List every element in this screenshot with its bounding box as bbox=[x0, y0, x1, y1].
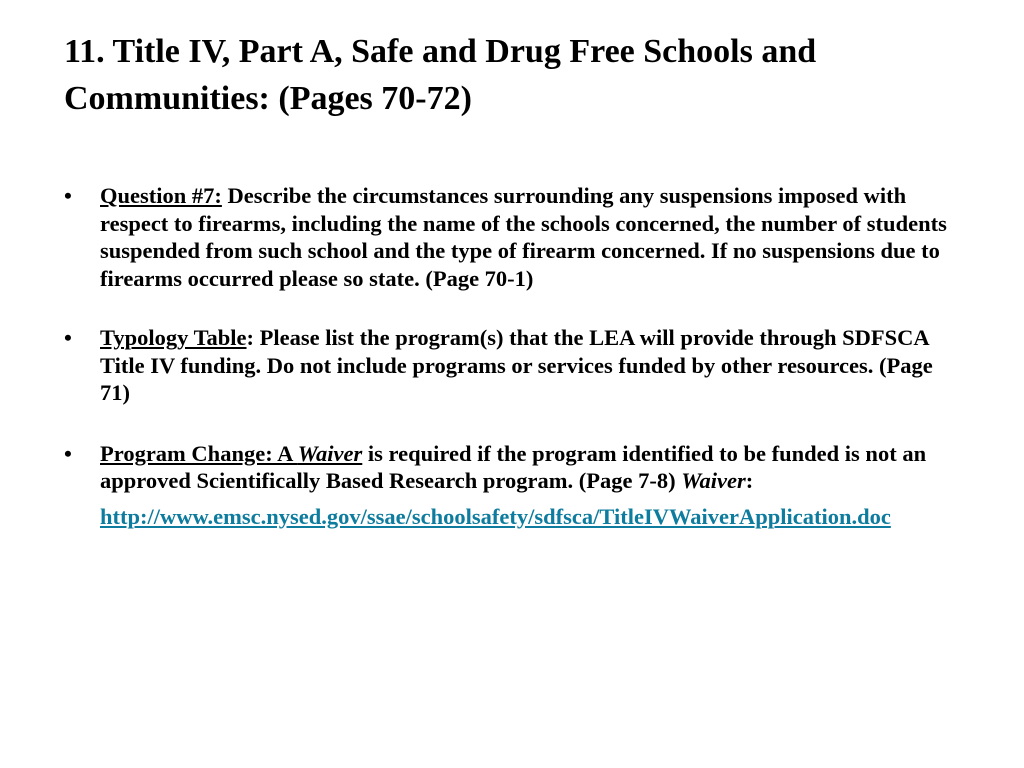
bullet-text-end: : bbox=[745, 468, 754, 493]
bullet-text-italic: Waiver bbox=[681, 468, 746, 493]
bullet-text: is required if the program identified to be funded is not an approved Scientifically Based Research program. (Page 7-8) bbox=[100, 440, 927, 493]
bullet-dot-icon: • bbox=[64, 325, 72, 350]
bullet-dot-icon: • bbox=[64, 440, 72, 466]
bullet-text: Describe the circumstances surrounding any suspensions imposed with respect to firearms, including the name of the schools concerned, the number of students suspended from such school and the type of firearm concerned. If no suspensions due to firearms occurred please so state. (Page 70-1) bbox=[100, 183, 947, 291]
bullet-text: : Please list the program(s) that the LEA will provide through SDFSCA Title IV funding. Do not include programs or services funded by other resources. (Page 71) bbox=[100, 325, 933, 405]
bullet-list bbox=[64, 182, 964, 562]
bullet-dot-icon: • bbox=[64, 183, 72, 208]
bullet-program-change bbox=[64, 440, 964, 531]
slide-title: 11. Title IV, Part A, Safe and Drug Free Schools and Communities: (Pages 70-72) bbox=[64, 33, 817, 117]
waiver-application-link[interactable]: http://www.emsc.nysed.gov/ssae/schoolsafety/sdfsca/TitleIVWaiverApplication.doc bbox=[100, 503, 891, 529]
waiver-link-paragraph bbox=[100, 503, 964, 531]
bullet-label-italic: Waiver bbox=[297, 440, 363, 466]
bullet-label: Typology Table bbox=[100, 325, 247, 350]
bullet-label-text: Program Change: A bbox=[100, 440, 298, 466]
bullet-question-7 bbox=[64, 182, 964, 292]
bullet-label bbox=[100, 441, 362, 466]
bullet-label: Question #7: bbox=[100, 183, 222, 208]
bullet-typology-table bbox=[64, 324, 964, 407]
